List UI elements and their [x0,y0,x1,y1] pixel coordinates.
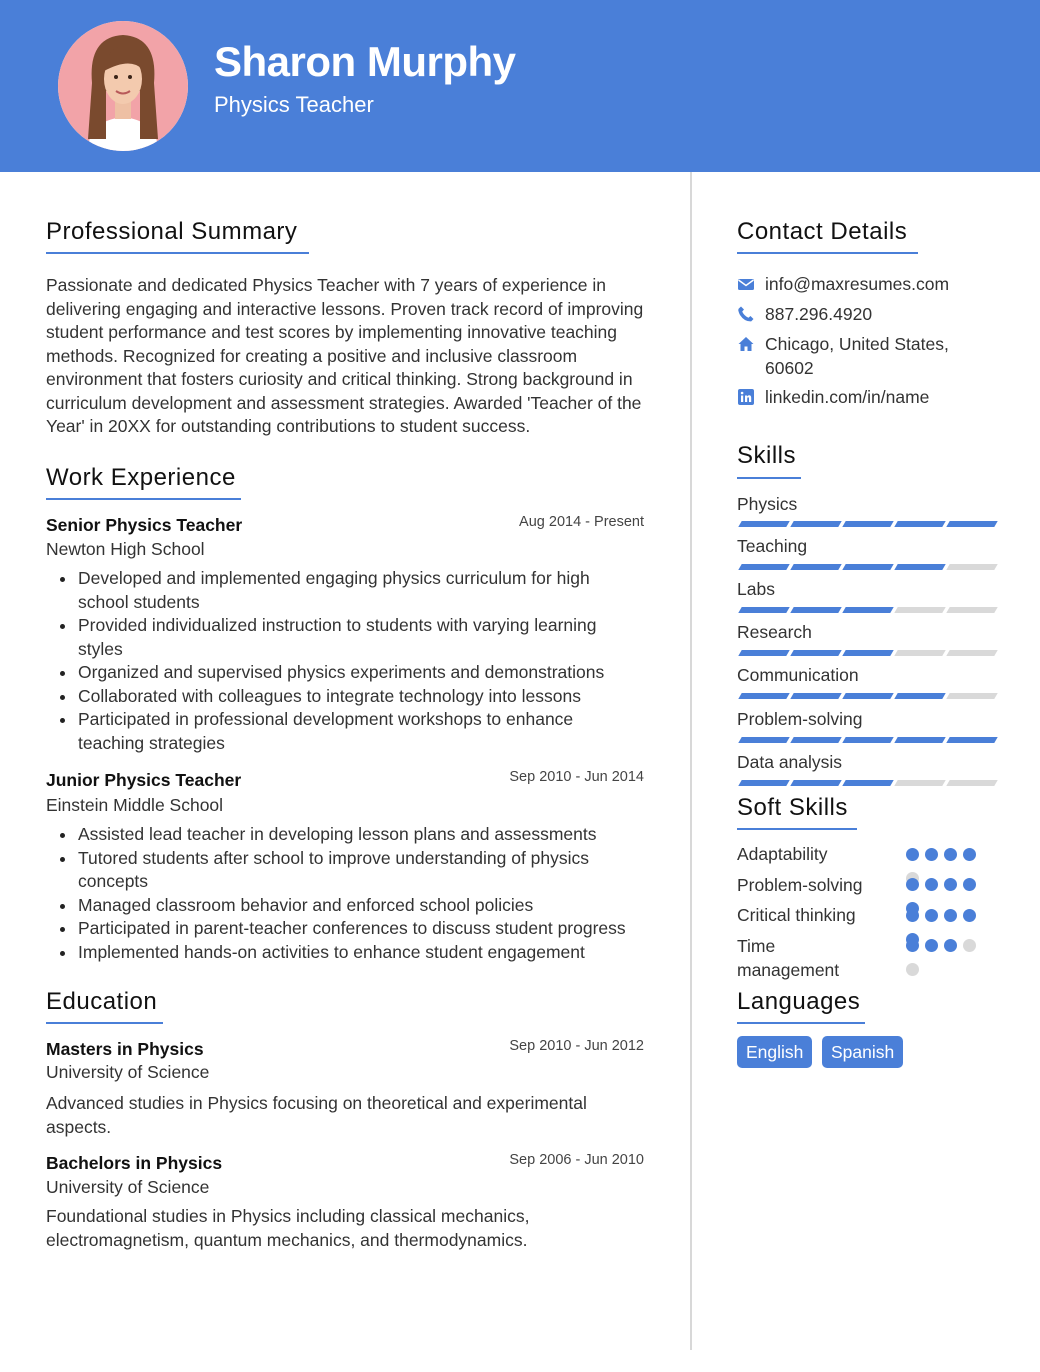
rating-dot-filled [925,939,938,952]
skill-segment-filled [738,737,789,743]
job-title: Junior Physics Teacher [46,770,242,790]
skill-segment-filled [738,780,789,786]
skill-label: Research [737,622,812,642]
skill-segment-filled [738,607,789,613]
soft-skill-label: Adaptability [737,844,828,864]
education-heading: Education [46,988,158,1015]
experience-heading: Work Experience [46,464,236,491]
address-text: Chicago, United States, 60602 [765,334,949,378]
contact-heading: Contact Details [737,218,908,245]
education-underline [46,1022,163,1024]
job-organization: Newton High School [46,539,205,559]
skill-rating-bar [737,650,993,656]
skill-segment-filled [842,780,893,786]
rating-dot-filled [925,909,938,922]
degree-dates: Sep 2006 - Jun 2010 [509,1152,644,1168]
summary-heading: Professional Summary [46,218,298,245]
soft-skill-label: Critical thinking [737,905,856,925]
rating-dot-filled [944,909,957,922]
language-badge: Spanish [822,1036,903,1068]
rating-dot-empty [963,939,976,952]
rating-dot-filled [963,848,976,861]
rating-dot-filled [944,878,957,891]
column-divider [690,172,692,1350]
skill-segment-empty [894,780,945,786]
skill-segment-filled [790,737,841,743]
degree-description: Foundational studies in Physics including classical mechanics, electromagnetism, quantum mechanics, and thermodynamics. [46,1206,530,1250]
job-dates: Aug 2014 - Present [519,514,644,530]
degree-description: Advanced studies in Physics focusing on theoretical and experimental aspects. [46,1093,587,1137]
phone-text: 887.296.4920 [765,304,873,324]
skill-segment-empty [946,780,997,786]
list-item: Provided individualized instruction to students with varying learning styles [46,614,644,661]
skill-segment-filled [842,607,893,613]
list-item: Implemented hands-on activities to enhance student engagement [46,941,644,965]
skill-segment-filled [790,650,841,656]
skill-segment-filled [946,521,997,527]
skill-segment-filled [738,564,789,570]
skill-segment-filled [790,564,841,570]
skill-segment-filled [894,521,945,527]
rating-dot-filled [906,939,919,952]
candidate-name: Sharon Murphy [214,38,516,85]
list-item: Developed and implemented engaging physics curriculum for high school students [46,567,644,614]
skill-segment-filled [842,521,893,527]
skill-segment-empty [894,607,945,613]
skill-segment-empty [946,650,997,656]
rating-dot-filled [925,878,938,891]
rating-dot-filled [906,848,919,861]
candidate-title: Physics Teacher [214,92,374,117]
skill-segment-filled [894,693,945,699]
skill-segment-filled [842,737,893,743]
skill-rating-bar [737,737,993,743]
skill-segment-filled [790,693,841,699]
list-item: Participated in parent-teacher conferences to discuss student progress [46,917,644,941]
skill-label: Data analysis [737,752,843,772]
rating-dot-filled [906,878,919,891]
soft-skills-heading: Soft Skills [737,794,848,821]
skill-segment-filled [842,564,893,570]
job-bullets [46,823,644,964]
summary-underline [46,252,309,254]
rating-dot-filled [944,848,957,861]
skill-rating-bar [737,607,993,613]
soft-skill-label: Time management [737,936,840,980]
skill-segment-empty [946,693,997,699]
rating-dot-empty [906,963,919,976]
degree-dates: Sep 2010 - Jun 2012 [509,1038,644,1054]
email-text: info@maxresumes.com [765,274,950,294]
skill-label: Communication [737,665,859,685]
skill-segment-filled [790,521,841,527]
degree-title: Masters in Physics [46,1039,204,1059]
rating-dot-filled [963,878,976,891]
skills-heading: Skills [737,442,797,469]
skill-label: Physics [737,494,798,514]
skill-label: Teaching [737,536,808,556]
rating-dot-filled [963,909,976,922]
skill-segment-empty [894,650,945,656]
skill-rating-bar [737,693,993,699]
language-badge: English [737,1036,812,1068]
skill-segment-filled [790,607,841,613]
soft-skill-rating [906,939,986,979]
skill-label: Labs [737,579,775,599]
phone-icon [737,305,755,323]
list-item: Tutored students after school to improve understanding of physics concepts [46,847,644,894]
profile-photo [58,21,188,151]
list-item: Assisted lead teacher in developing lesson plans and assessments [46,823,644,847]
contact-underline [737,252,918,254]
experience-underline [46,498,241,500]
skill-segment-filled [738,693,789,699]
skill-segment-filled [790,780,841,786]
languages-underline [737,1022,865,1024]
job-organization: Einstein Middle School [46,795,224,815]
envelope-icon [737,275,755,293]
soft-skills-underline [737,828,857,830]
skill-segment-filled [842,650,893,656]
linkedin-icon [737,388,755,406]
languages-heading: Languages [737,988,861,1015]
skill-segment-empty [946,607,997,613]
skill-segment-filled [894,564,945,570]
school-name: University of Science [46,1062,210,1082]
summary-text: Passionate and dedicated Physics Teacher with 7 years of experience in delivering engaging and interactive lessons. Proven track record of improving student performance and test scores by implementing innovative teaching methods. Recognized for creating a positive and inclusive classroom environment that fosters curiosity and critical thinking. Strong background in curriculum development and assessment strategies. Awarded 'Teacher of the Year' in 20XX for outstanding contributions to student success. [46,275,644,436]
degree-title: Bachelors in Physics [46,1153,223,1173]
linkedin-text: linkedin.com/in/name [765,387,930,407]
job-bullets [46,567,644,755]
skill-rating-bar [737,780,993,786]
school-name: University of Science [46,1177,210,1197]
list-item: Collaborated with colleagues to integrate technology into lessons [46,685,644,709]
job-title: Senior Physics Teacher [46,515,243,535]
skill-segment-filled [842,693,893,699]
home-icon [737,335,755,353]
rating-dot-filled [906,909,919,922]
skills-underline [737,477,801,479]
skill-label: Problem-solving [737,709,863,729]
skill-segment-filled [946,737,997,743]
skill-segment-filled [738,650,789,656]
rating-dot-filled [925,848,938,861]
soft-skill-label: Problem-solving [737,875,863,895]
skill-rating-bar [737,564,993,570]
job-dates: Sep 2010 - Jun 2014 [509,769,644,785]
list-item: Managed classroom behavior and enforced school policies [46,894,644,918]
skill-segment-empty [946,564,997,570]
skill-segment-filled [894,737,945,743]
skill-segment-filled [738,521,789,527]
list-item: Organized and supervised physics experiments and demonstrations [46,661,644,685]
skill-rating-bar [737,521,993,527]
list-item: Participated in professional development workshops to enhance teaching strategies [46,708,644,755]
rating-dot-filled [944,939,957,952]
header-banner [0,0,1040,172]
